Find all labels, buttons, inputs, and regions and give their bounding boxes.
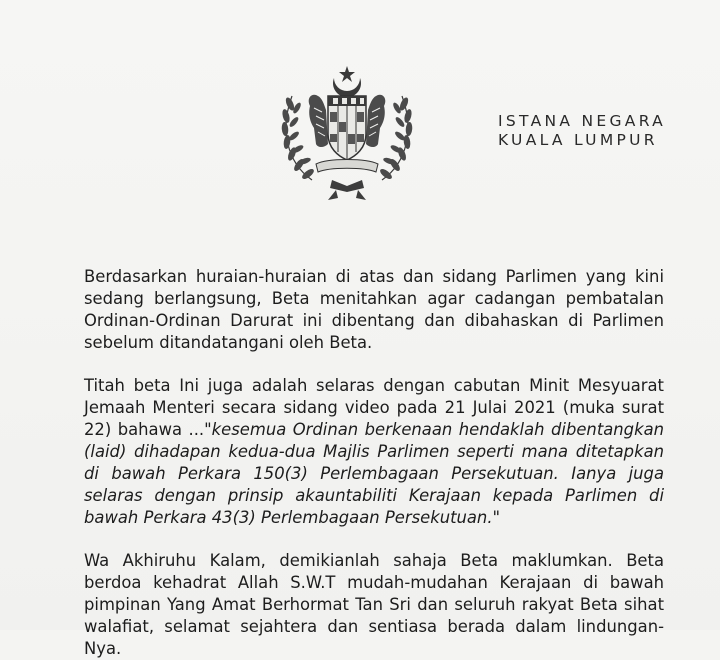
paragraph-2-quote: "kesemua Ordinan berkenaan hendaklah dibentangkan (laid) dihadapan kedua-dua Majlis Parlimen seperti mana ditetapkan di bawah Perkara 150(3) Perlembagaan Persekutuan. Ianya juga selaras dengan prinsip akauntabiliti Kerajaan kepada Parlimen di bawah Perkara 43(3) Perlembagaan Persekutuan." xyxy=(84,420,665,527)
paragraph-2 xyxy=(84,375,664,529)
paragraph-3: Wa Akhiruhu Kalam, demikianlah sahaja Beta maklumkan. Beta berdoa kehadrat Allah S.W.T mudah-mudahan Kerajaan di bawah pimpinan Yang Amat Berhormat Tan Sri dan seluruh rakyat Beta sihat walafiat, selamat sejahtera dan sentiasa berada dalam lindungan-Nya. xyxy=(84,551,664,658)
paragraph-2-intro: Titah beta Ini juga adalah selaras dengan cabutan Minit Mesyuarat Jemaah Menteri secara sidang video pada 21 Julai 2021 (muka surat 22) bahawa ... xyxy=(84,376,664,439)
letterhead-address xyxy=(498,112,666,150)
royal-crest-emblem xyxy=(272,52,422,202)
letterhead-line-palace: ISTANA NEGARA xyxy=(498,112,667,130)
letter-body xyxy=(84,266,664,660)
paragraph-1: Berdasarkan huraian-huraian di atas dan sidang Parlimen yang kini sedang berlangsung, Beta menitahkan agar cadangan pembatalan Ordinan-Ordinan Darurat ini dibentang dan dibahaskan di Parlimen sebelum ditandatangani oleh Beta. xyxy=(84,267,664,352)
letterhead-line-city: KUALA LUMPUR xyxy=(498,131,658,149)
